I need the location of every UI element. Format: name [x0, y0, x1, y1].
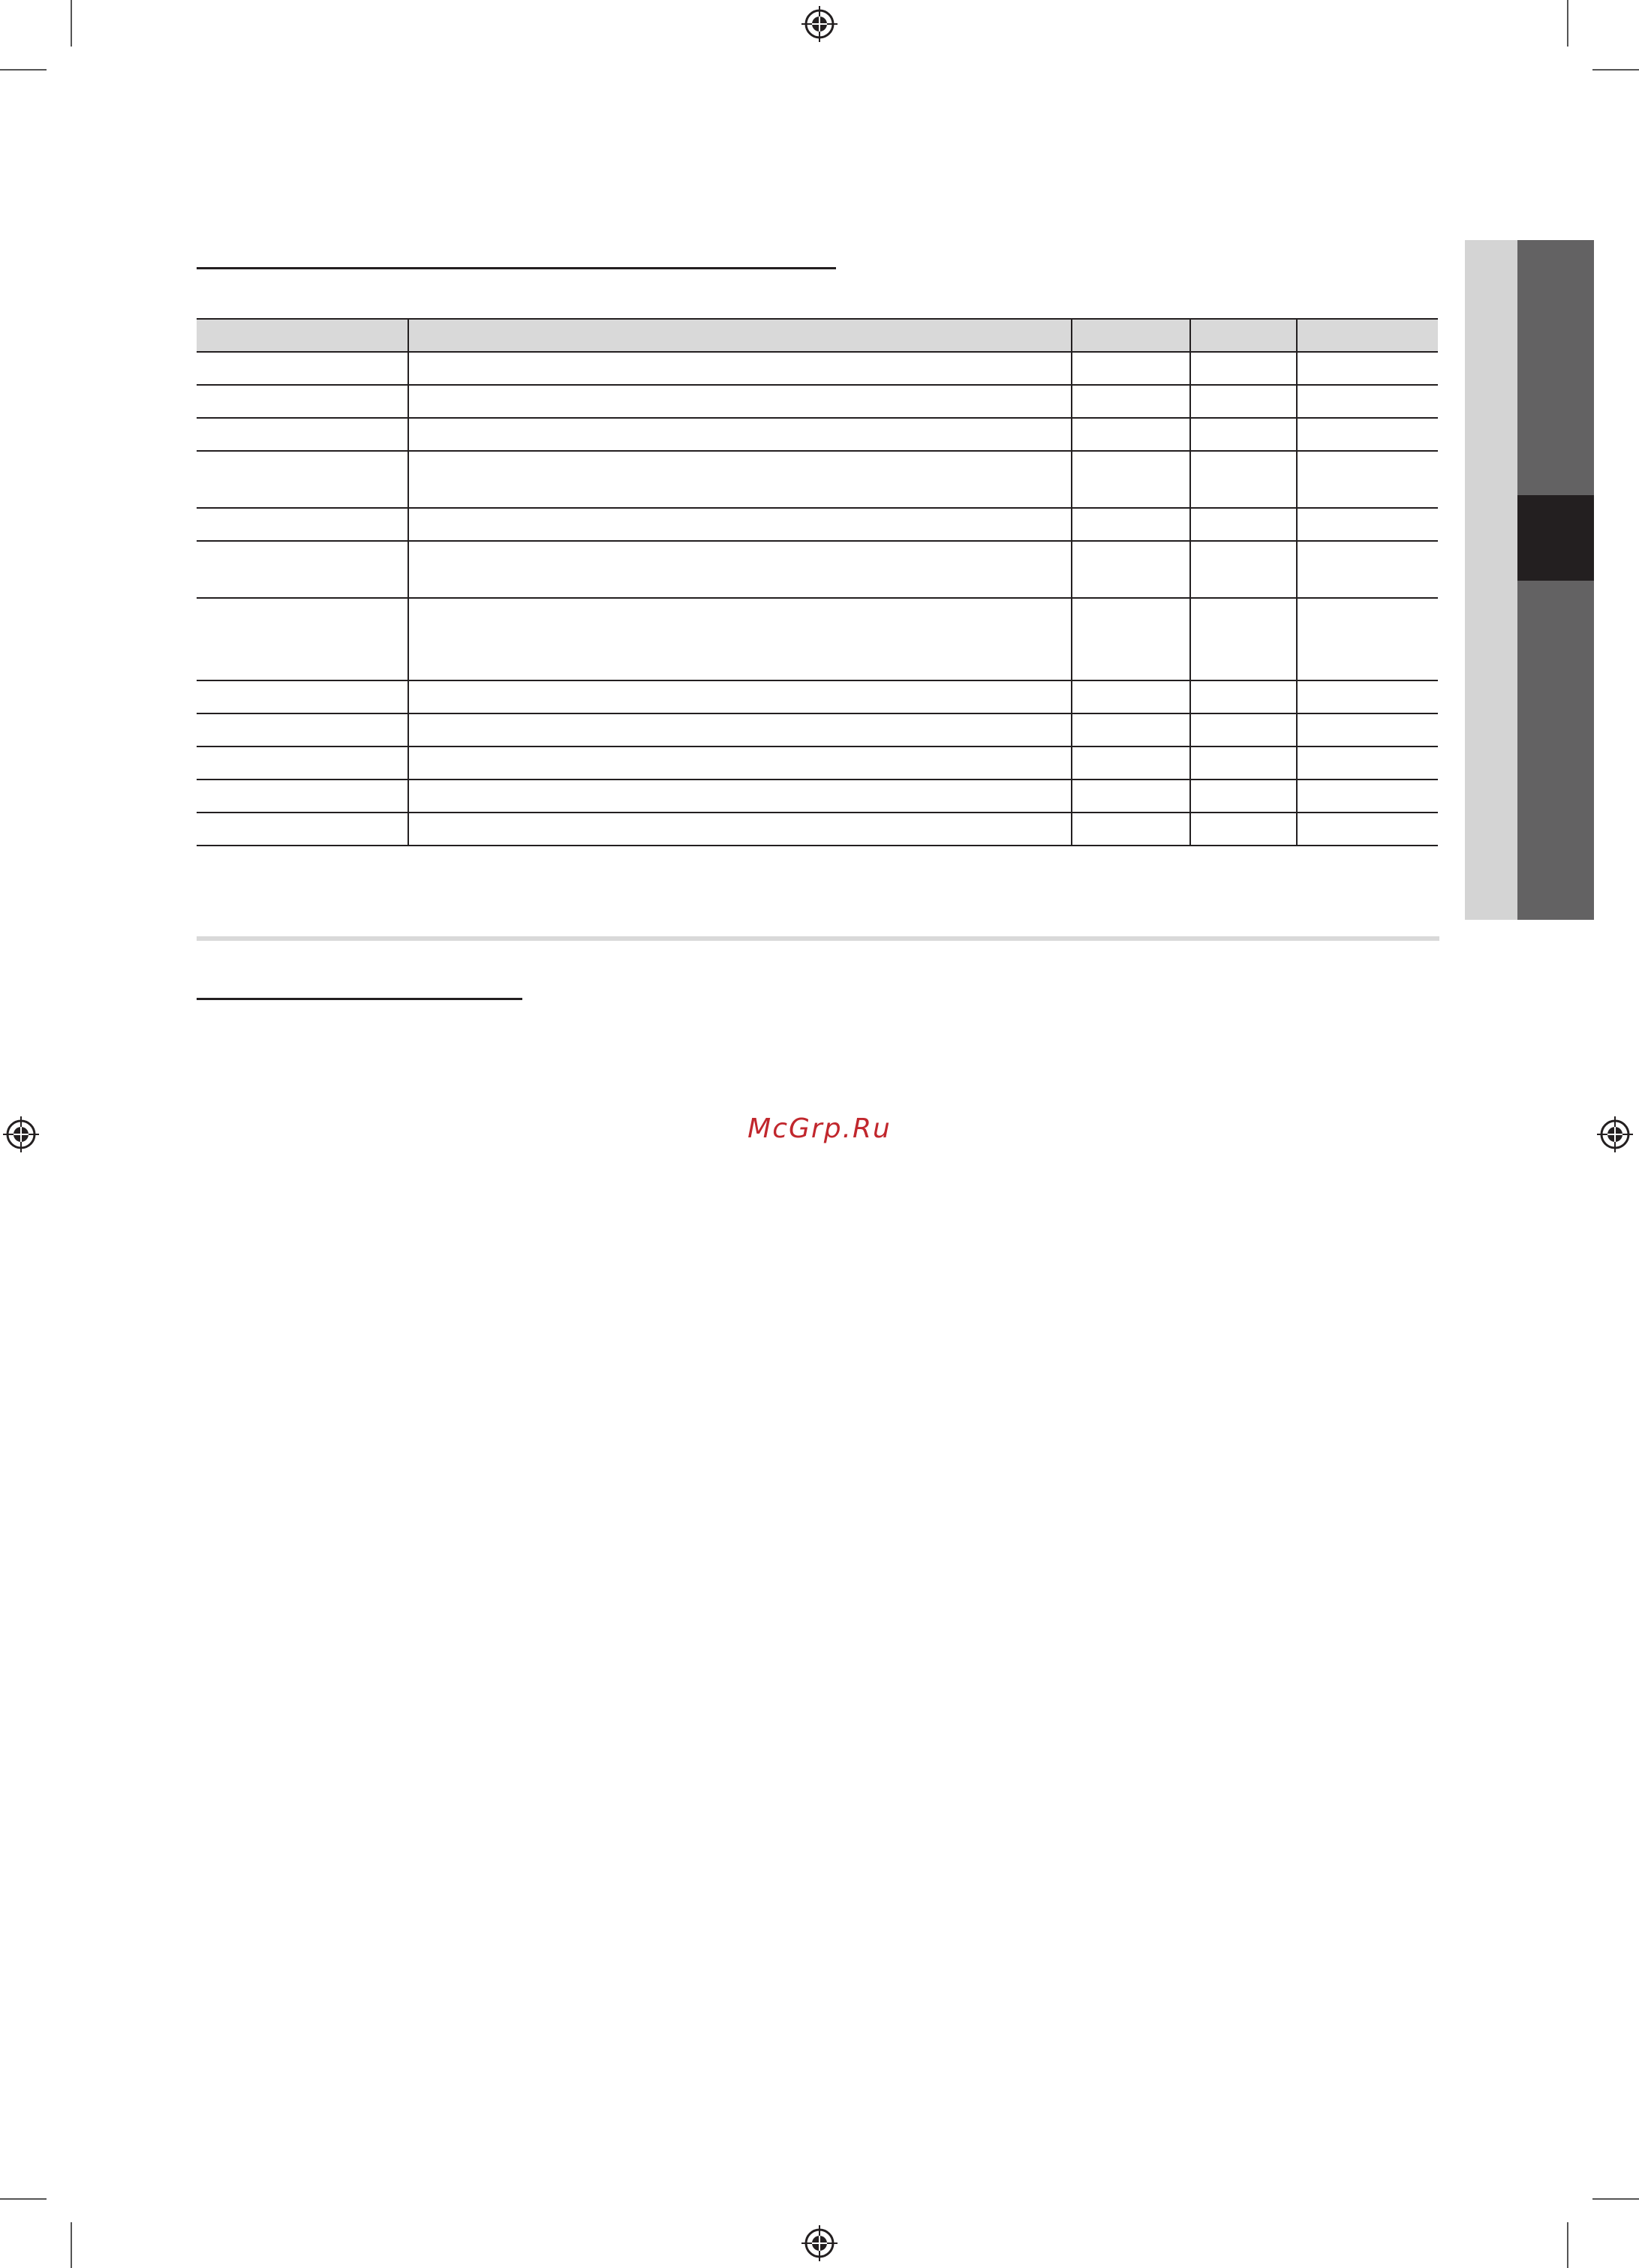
table-row	[197, 746, 1438, 780]
crop-mark-icon	[71, 0, 72, 47]
table-cell	[1297, 508, 1438, 541]
table-cell	[408, 598, 1072, 680]
table-header-cell	[197, 319, 408, 352]
table-cell	[197, 385, 408, 418]
table-cell	[408, 451, 1072, 508]
table-cell	[197, 508, 408, 541]
table-row	[197, 352, 1438, 385]
table-cell	[1190, 508, 1297, 541]
table-cell	[1072, 813, 1190, 846]
crop-mark-icon	[71, 2222, 72, 2268]
table-cell	[1297, 713, 1438, 746]
table-header-cell	[408, 319, 1072, 352]
table-row	[197, 598, 1438, 680]
watermark: McGrp.Ru	[747, 1113, 892, 1144]
table-cell	[408, 680, 1072, 713]
table-row	[197, 680, 1438, 713]
table-cell	[1190, 451, 1297, 508]
table-cell	[408, 385, 1072, 418]
table-cell	[197, 418, 408, 451]
section-divider	[197, 936, 1439, 941]
table-cell	[1297, 418, 1438, 451]
registration-mark-icon	[801, 6, 838, 42]
table-cell	[1297, 598, 1438, 680]
table-cell	[1072, 680, 1190, 713]
table-cell	[197, 746, 408, 780]
table-row	[197, 418, 1438, 451]
table-row	[197, 541, 1438, 598]
table-cell	[1297, 780, 1438, 813]
table-row	[197, 813, 1438, 846]
table-header-cell	[1072, 319, 1190, 352]
crop-mark-icon	[0, 2198, 47, 2200]
table-cell	[1190, 352, 1297, 385]
table-cell	[1072, 541, 1190, 598]
table-cell	[1297, 352, 1438, 385]
table-cell	[408, 352, 1072, 385]
table-cell	[408, 813, 1072, 846]
table-cell	[1297, 813, 1438, 846]
table-cell	[1297, 385, 1438, 418]
table-cell	[197, 680, 408, 713]
table-cell	[1072, 746, 1190, 780]
table-cell	[197, 598, 408, 680]
crop-mark-icon	[1567, 2222, 1568, 2268]
crop-mark-icon	[1592, 2198, 1639, 2200]
table-cell	[1190, 598, 1297, 680]
spec-table	[197, 318, 1438, 846]
table-cell	[408, 713, 1072, 746]
table-cell	[408, 541, 1072, 598]
table-cell	[197, 713, 408, 746]
table-header-cell	[1297, 319, 1438, 352]
table-cell	[197, 352, 408, 385]
table-cell	[1072, 451, 1190, 508]
table-header-cell	[1190, 319, 1297, 352]
table-cell	[1072, 598, 1190, 680]
crop-mark-icon	[0, 69, 47, 71]
section-title-underline	[197, 998, 522, 1000]
table-row	[197, 385, 1438, 418]
table-cell	[1072, 508, 1190, 541]
table-cell	[1072, 780, 1190, 813]
table-cell	[1072, 713, 1190, 746]
table-cell	[1072, 352, 1190, 385]
table-cell	[1190, 418, 1297, 451]
table-cell	[1190, 713, 1297, 746]
table-cell	[408, 746, 1072, 780]
table-cell	[197, 780, 408, 813]
crop-mark-icon	[1567, 0, 1568, 47]
table-cell	[1190, 385, 1297, 418]
table-cell	[197, 541, 408, 598]
table-cell	[1297, 680, 1438, 713]
table-cell	[1072, 418, 1190, 451]
table-row	[197, 451, 1438, 508]
registration-mark-icon	[801, 2225, 838, 2261]
chapter-tab-active-marker	[1517, 495, 1594, 581]
table-cell	[197, 813, 408, 846]
table-header-row	[197, 319, 1438, 352]
table-cell	[1297, 451, 1438, 508]
table-cell	[408, 418, 1072, 451]
table-row	[197, 713, 1438, 746]
table-cell	[1190, 680, 1297, 713]
table-cell	[1072, 385, 1190, 418]
table-row	[197, 780, 1438, 813]
table-cell	[1190, 813, 1297, 846]
table-row	[197, 508, 1438, 541]
table-cell	[197, 451, 408, 508]
table-cell	[1297, 746, 1438, 780]
table-cell	[1190, 746, 1297, 780]
section-title-underline	[197, 267, 836, 269]
table-cell	[408, 508, 1072, 541]
chapter-tab-background	[1465, 240, 1517, 920]
table-cell	[1190, 541, 1297, 598]
table-cell	[1297, 541, 1438, 598]
crop-mark-icon	[1592, 69, 1639, 71]
table-cell	[408, 780, 1072, 813]
table-cell	[1190, 780, 1297, 813]
